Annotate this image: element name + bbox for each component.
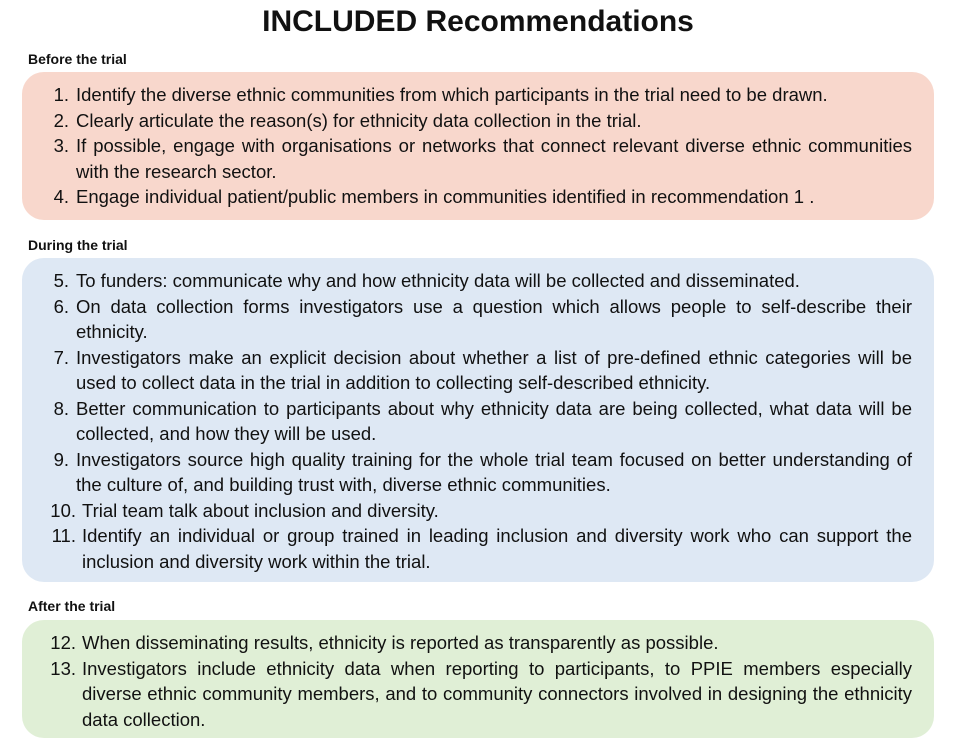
item-number: 4. xyxy=(53,186,69,207)
before-trial-list xyxy=(42,82,912,210)
before-trial-box xyxy=(22,72,934,220)
item-number: 9. xyxy=(53,448,69,470)
item-number: 2. xyxy=(53,109,69,131)
recommendation-4 xyxy=(42,184,912,210)
item-number: 5. xyxy=(53,270,69,291)
section-heading-before: Before the trial xyxy=(28,51,127,67)
recommendation-6 xyxy=(42,294,912,345)
section-heading-during: During the trial xyxy=(28,237,128,253)
recommendation-13 xyxy=(42,656,912,733)
item-number: 10. xyxy=(50,499,76,521)
item-text: Identify an individual or group trained in leading inclusion and diversity work who can support the inclusion and diversity work within the trial. xyxy=(82,525,912,572)
item-number: 11. xyxy=(51,525,76,546)
item-number: 1. xyxy=(53,84,69,105)
item-text: Identify the diverse ethnic communities from which participants in the trial need to be drawn. xyxy=(76,84,828,105)
recommendation-5 xyxy=(42,268,912,294)
recommendation-8 xyxy=(42,396,912,447)
section-heading-after: After the trial xyxy=(28,598,116,614)
item-number: 13. xyxy=(50,657,76,679)
item-text: On data collection forms investigators use a question which allows people to self-describe their ethnicity. xyxy=(76,295,912,342)
recommendation-9 xyxy=(42,447,912,498)
item-text: Investigators make an explicit decision about whether a list of pre-defined ethnic categories will be used to collect data in the trial in addition to collecting self-described ethnicity. xyxy=(76,346,912,393)
during-trial-box xyxy=(22,258,934,582)
item-text: Investigators source high quality training for the whole trial team focused on better understanding of the culture of, and building trust with, diverse ethnic communities. xyxy=(76,448,912,495)
after-trial-list xyxy=(42,630,912,732)
item-number: 6. xyxy=(53,295,69,317)
item-text: Clearly articulate the reason(s) for ethnicity data collection in the trial. xyxy=(76,109,642,131)
item-text: If possible, engage with organisations or networks that connect relevant diverse ethnic communities with the research sector. xyxy=(76,135,912,182)
after-trial-box xyxy=(22,620,934,738)
item-text: Better communication to participants about why ethnicity data are being collected, what data will be collected, and how they will be used. xyxy=(76,397,912,444)
recommendation-1 xyxy=(42,82,912,108)
item-text: When disseminating results, ethnicity is reported as transparently as possible. xyxy=(82,632,719,653)
item-text: Investigators include ethnicity data when reporting to participants, to PPIE members especially diverse ethnic community members, and to community connectors involved in designing the ethnicity data collection. xyxy=(82,657,912,730)
item-number: 8. xyxy=(53,397,69,419)
recommendation-10 xyxy=(42,498,912,524)
during-trial-list xyxy=(42,268,912,574)
item-text: Engage individual patient/public members in communities identified in recommendation 1 . xyxy=(76,186,815,207)
recommendation-3 xyxy=(42,133,912,184)
item-number: 12. xyxy=(50,632,76,653)
item-text: Trial team talk about inclusion and diversity. xyxy=(82,499,439,521)
page-title: INCLUDED Recommendations xyxy=(262,5,694,38)
recommendation-2 xyxy=(42,108,912,134)
recommendation-11 xyxy=(42,523,912,574)
item-number: 3. xyxy=(53,135,69,156)
item-number: 7. xyxy=(53,346,69,368)
item-text: To funders: communicate why and how ethnicity data will be collected and disseminated. xyxy=(76,270,800,291)
recommendation-7 xyxy=(42,345,912,396)
recommendation-12 xyxy=(42,630,912,656)
